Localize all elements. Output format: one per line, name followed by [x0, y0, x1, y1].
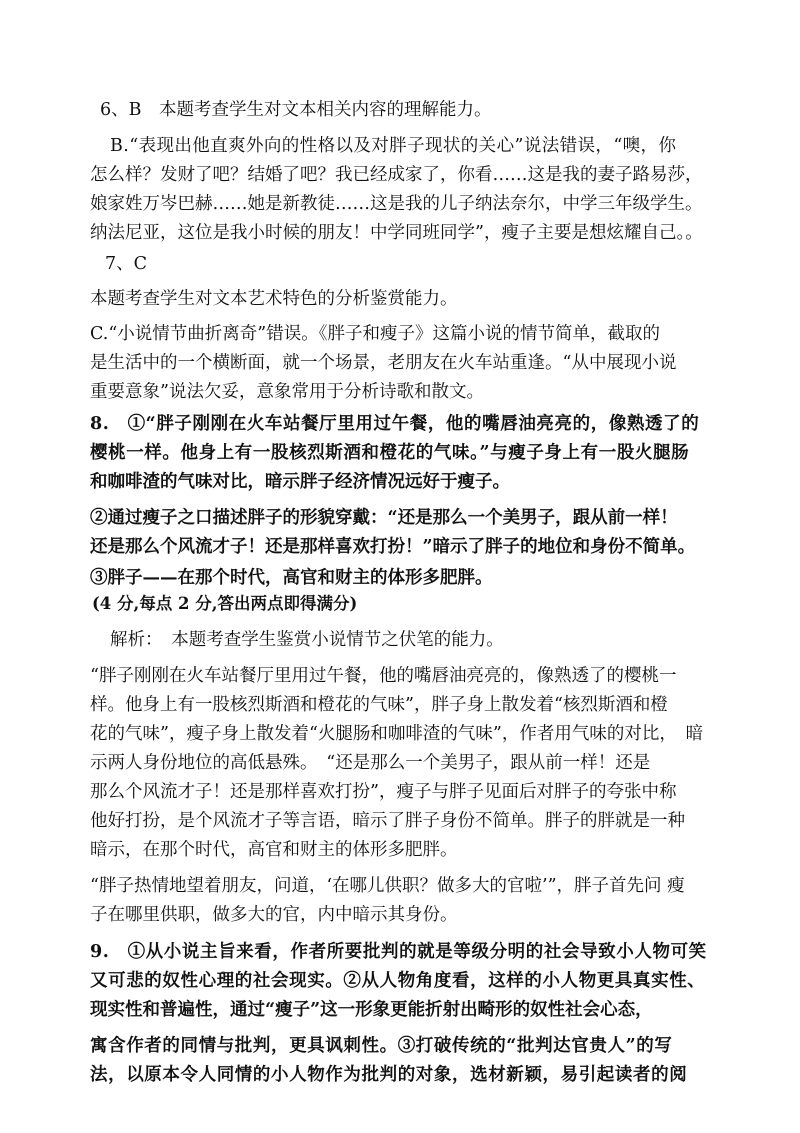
q8-analysis-line-2: 样。他身上有一股核烈斯酒和橙花的气味”，胖子身上散发着“核烈斯酒和橙	[90, 695, 668, 715]
q9-line-1: 9. ①从小说主旨来看，作者所要批判的就是等级分明的社会导致小人物可笑	[90, 942, 707, 962]
q6-line-3: 娘家姓万岑巴赫……她是新教徒……这是我的儿子纳法奈尔，中学三年级学生。	[90, 194, 703, 214]
q8-analysis-line-5: 那么个风流才子！还是那样喜欢打扮”，瘦子与胖子见面后对胖子的夸张中称	[90, 782, 677, 802]
q7-header: 7、C	[105, 254, 148, 274]
q7-subtitle: 本题考查学生对文本艺术特色的分析鉴赏能力。	[90, 289, 458, 309]
q9-line-4: 寓含作者的同情与批判，更具讽刺性。③打破传统的“批判达官贵人”的写	[90, 1036, 673, 1056]
q8-analysis-title: 解析： 本题考查学生鉴赏小说情节之伏笔的能力。	[110, 630, 504, 650]
q8-analysis-line-1: “胖子刚刚在火车站餐厅里用过午餐，他的嘴唇油亮亮的，像熟透了的樱桃一	[90, 666, 677, 686]
q9-line-2: 又可悲的奴性心理的社会现实。②从人物角度看，这样的小人物更具真实性、	[90, 971, 706, 991]
q7-line-1: C.“小说情节曲折离奇”错误。《胖子和瘦子》这篇小说的情节简单，截取的	[90, 324, 660, 344]
q8-p1-line-1: 8. ①“胖子刚刚在火车站餐厅里用过午餐，他的嘴唇油亮亮的，像熟透了的	[90, 414, 700, 434]
q8-analysis2-line-2: 子在哪里供职，做多大的官，内中暗示其身份。	[90, 905, 458, 925]
q9-line-5: 法，以原本令人同情的小人物作为批判的对象，选材新颖，易引起读者的阅	[90, 1065, 688, 1085]
q8-analysis-line-4: 示两人身份地位的高低悬殊。 “还是那么一个美男子，跟从前一样！还是	[90, 753, 651, 773]
q8-p2-line-2: 还是那么个风流才子！还是那样喜欢打扮！”暗示了胖子的地位和身份不简单。	[90, 537, 696, 557]
q8-analysis-line-7: 暗示，在那个时代，高官和财主的体形多肥胖。	[90, 840, 458, 860]
q8-p3: ③胖子——在那个时代，高官和财主的体形多肥胖。	[90, 568, 493, 588]
q7-line-2: 是生活中的一个横断面，就一个场景，老朋友在火车站重逢。“从中展现小说	[90, 353, 677, 373]
q6-line-2: 怎么样？发财了吧？结婚了吧？我已经成家了，你看……这是我的妻子路易莎，	[90, 165, 703, 185]
q8-p1-line-2: 樱桃一样。他身上有一股核烈斯酒和橙花的气味。”与瘦子身上有一股火腿肠	[90, 443, 690, 463]
q6-line-4: 纳法尼亚，这位是我小时候的朋友！中学同班同学”，瘦子主要是想炫耀自己。。	[90, 223, 703, 243]
q8-p1-line-3: 和咖啡渣的气味对比，暗示胖子经济情况远好于瘦子。	[90, 472, 510, 492]
q8-p2-line-1: ②通过瘦子之口描述胖子的形貌穿戴：“还是那么一个美男子，跟从前一样！	[90, 508, 678, 528]
q7-line-3: 重要意象”说法欠妥，意象常用于分析诗歌和散文。	[90, 382, 484, 402]
q8-score-note: (4 分,每点 2 分,答出两点即得满分)	[92, 594, 358, 613]
q8-analysis-line-6: 他好打扮，是个风流才子等言语，暗示了胖子身份不简单。胖子的胖就是一种	[90, 811, 685, 831]
q8-analysis-line-3: 花的气味”，瘦子身上散发着“火腿肠和咖啡渣的气味”，作者用气味的对比， 暗	[90, 724, 704, 744]
q9-line-3: 现实性和普遍性，通过“瘦子”这一形象更能折射出畸形的奴性社会心态，	[90, 1000, 653, 1020]
q6-header: 6、B 本题考查学生对文本相关内容的理解能力。	[100, 100, 492, 120]
q8-analysis2-line-1: “胖子热情地望着朋友，问道，‘在哪儿供职？做多大的官啦’”，胖子首先问 瘦	[90, 876, 685, 896]
q6-line-1: B.“表现出他直爽外向的性格以及对胖子现状的关心”说法错误，“噢，你	[110, 136, 677, 156]
